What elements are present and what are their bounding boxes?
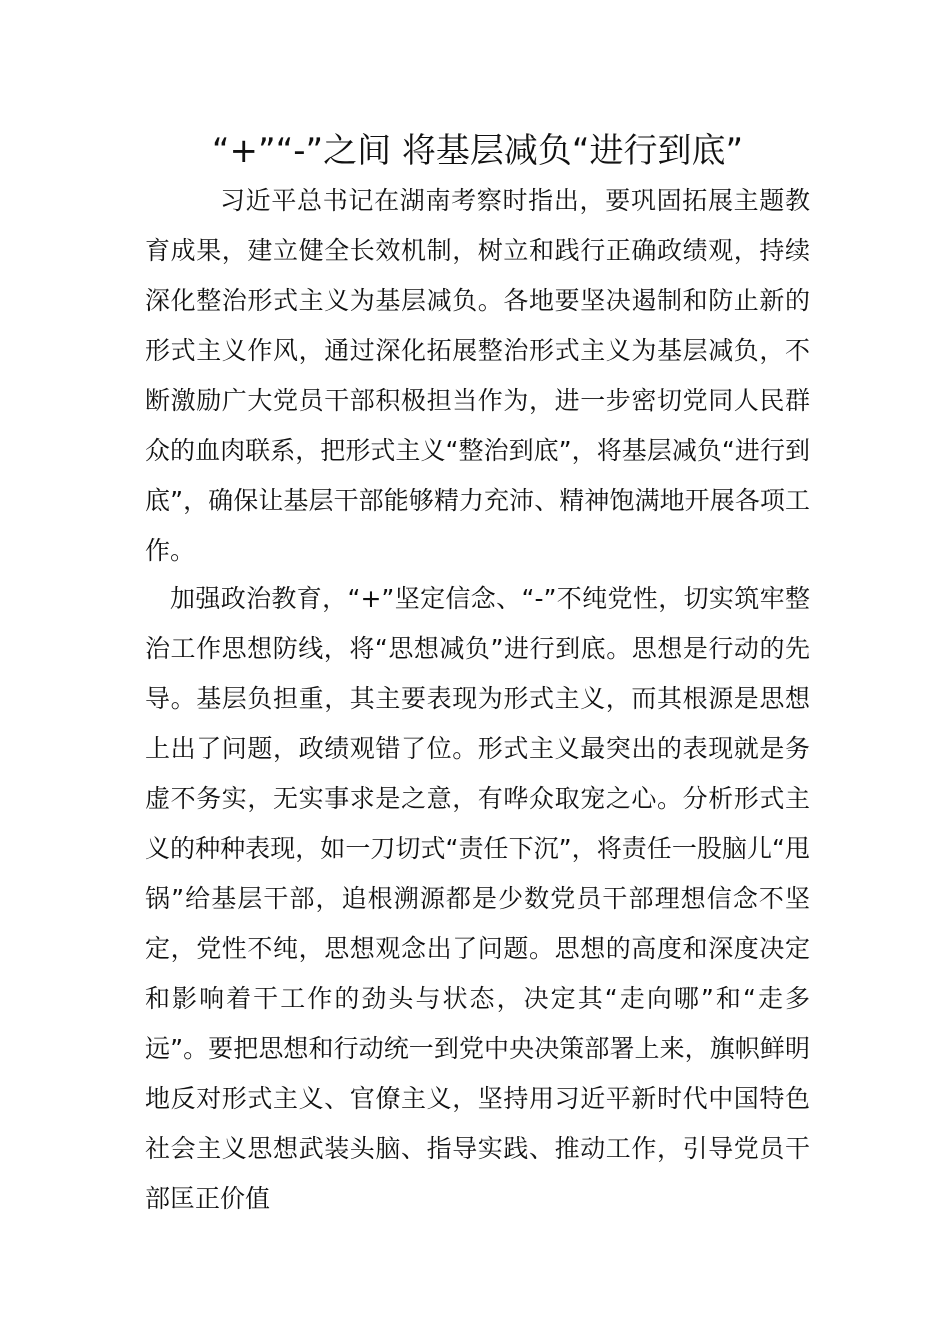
paragraph-1: 习近平总书记在湖南考察时指出，要巩固拓展主题教育成果，建立健全长效机制，树立和践行正确政绩观，持续深化整治形式主义为基层减负。各地要坚决遏制和防止新的形式主义作风，通过深化拓展整治形式主义为基层减负，不断激励广大党员干部积极担当作为，进一步密切党同人民群众的血肉联系，把形式主义“整治到底”，将基层减负“进行到底”，确保让基层干部能够精力充沛、精神饱满地开展各项工作。 — [145, 186, 810, 565]
document-title: “+”“-”之间 将基层减负“进行到底” — [211, 131, 744, 171]
paragraph-2: 加强政治教育，“+”坚定信念、“-”不纯党性，切实筑牢整治工作思想防线，将“思想减负”进行到底。思想是行动的先导。基层负担重，其主要表现为形式主义，而其根源是思想上出了问题，政绩观错了位。形式主义最突出的表现就是务虚不务实，无实事求是之意，有哗众取宠之心。分析形式主义的种种表现，如一刀切式“责任下沉”，将责任一股脑儿“甩锅”给基层干部，追根溯源都是少数党员干部理想信念不坚定，党性不纯，思想观念出了问题。思想的高度和深度决定和影响着干工作的劲头与状态，决定其“走向哪”和“走多远”。要把思想和行动统一到党中央决策部署上来，旗帜鲜明地反对形式主义、官僚主义，坚持用习近平新时代中国特色社会主义思想武装头脑、指导实践、推动工作，引导党员干部匡正价值 — [145, 584, 810, 1213]
